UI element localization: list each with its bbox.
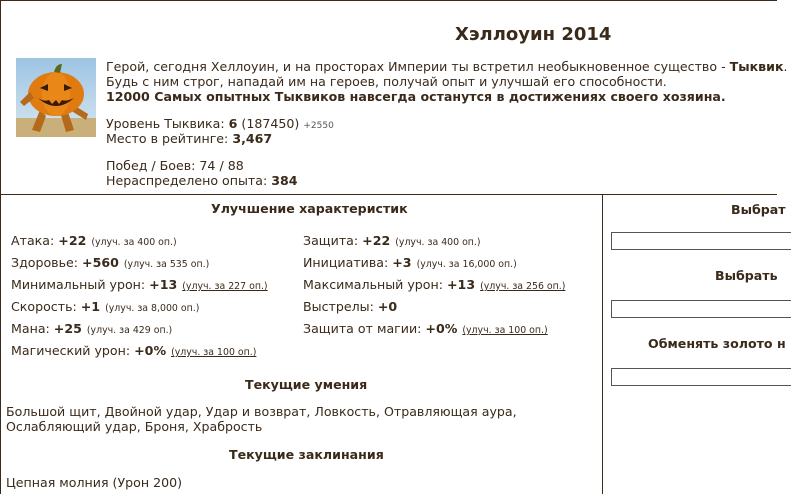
intro-line-2: Будь с ним строг, нападай им на героев, получай опыт и улучшай его способности. xyxy=(106,74,667,89)
upgrade-cost: (улуч. за 8,000 оп.) xyxy=(105,303,200,314)
upgrade-cost: (улуч. за 535 оп.) xyxy=(123,259,210,270)
attribute-row xyxy=(303,233,481,248)
right-head-1: Выбрат xyxy=(731,202,786,217)
intro-line-1: Герой, сегодня Хеллоуин, и на просторах Империи ты встретил необыкновенное существо - Тыквик. xyxy=(106,59,788,74)
pumpkin-avatar xyxy=(16,58,96,137)
unassigned-exp-stat: Нераспределено опыта: 384 xyxy=(106,173,298,188)
upgrade-cost: (улуч. за 16,000 оп.) xyxy=(416,259,517,270)
gold-exchange-input[interactable] xyxy=(611,368,791,386)
attribute-value: +1 xyxy=(80,299,101,314)
upgrade-link[interactable]: (улуч. за 227 оп.) xyxy=(182,281,268,292)
right-select-1[interactable] xyxy=(611,232,791,250)
attribute-row xyxy=(11,255,209,270)
spells-line: Цепная молния (Урон 200) xyxy=(6,475,183,490)
attribute-value: +0% xyxy=(425,321,458,336)
page-title: Хэллоуин 2014 xyxy=(455,24,612,45)
upgrade-cost: (улуч. за 400 оп.) xyxy=(91,237,177,248)
attribute-value: +0% xyxy=(134,343,167,358)
attribute-label: Скорость: xyxy=(11,299,77,314)
attribute-row xyxy=(11,343,256,358)
attribute-row xyxy=(11,233,177,248)
skills-line-2: Ослабляющий удар, Броня, Храбрость xyxy=(6,419,263,434)
attribute-row xyxy=(11,299,199,314)
attribute-value: +560 xyxy=(82,255,119,270)
right-head-3: Обменять золото н xyxy=(648,336,786,351)
attribute-label: Выстрелы: xyxy=(303,299,374,314)
attribute-row xyxy=(303,277,565,292)
upgrade-link[interactable]: (улуч. за 100 оп.) xyxy=(462,325,548,336)
attribute-row xyxy=(11,277,268,292)
pumpkin-monster-icon xyxy=(16,58,96,137)
attribute-row xyxy=(303,321,548,336)
wins-stat: Побед / Боев: 74 / 88 xyxy=(106,158,244,173)
attribute-label: Мана: xyxy=(11,321,50,336)
spells-header: Текущие заклинания xyxy=(229,447,384,462)
intro-line-3: 12000 Самых опытных Тыквиков навсегда останутся в достижениях своего хозяина. xyxy=(106,89,726,104)
attribute-label: Инициатива: xyxy=(303,255,389,270)
section-divider xyxy=(0,194,777,195)
right-select-2[interactable] xyxy=(611,300,791,318)
attribute-value: +22 xyxy=(362,233,391,248)
upgrade-link[interactable]: (улуч. за 256 оп.) xyxy=(480,281,566,292)
rank-stat: Место в рейтинге: 3,467 xyxy=(106,131,273,146)
attribute-row xyxy=(303,255,517,270)
attribute-label: Магический урон: xyxy=(11,343,131,358)
attribute-value: +22 xyxy=(58,233,87,248)
attribute-value: +13 xyxy=(149,277,178,292)
left-border xyxy=(0,0,1,494)
upgrade-cost: (улуч. за 429 оп.) xyxy=(86,325,173,336)
upgrade-cost: (улуч. за 400 оп.) xyxy=(395,237,481,248)
attribute-label: Защита: xyxy=(303,233,359,248)
attribute-row xyxy=(303,299,397,314)
skills-line-1: Большой щит, Двойной удар, Удар и возврат, Ловкость, Отравляющая аура, xyxy=(6,404,517,419)
column-divider xyxy=(602,194,603,494)
improve-header: Улучшение характеристик xyxy=(211,201,408,216)
right-head-2: Выбрать xyxy=(715,268,778,283)
attribute-row xyxy=(11,321,172,336)
attribute-value: +13 xyxy=(447,277,476,292)
attribute-value: +3 xyxy=(392,255,412,270)
attribute-label: Минимальный урон: xyxy=(11,277,146,292)
skills-header: Текущие умения xyxy=(245,377,368,392)
attribute-value: +0 xyxy=(377,299,398,314)
attribute-value: +25 xyxy=(53,321,82,336)
attribute-label: Здоровье: xyxy=(11,255,79,270)
intro-text xyxy=(106,59,788,104)
attribute-label: Защита от магии: xyxy=(303,321,422,336)
level-stat: Уровень Тыквика: 6 (187450) +2550 xyxy=(106,116,334,131)
top-border xyxy=(0,0,777,1)
upgrade-link[interactable]: (улуч. за 100 оп.) xyxy=(171,347,257,358)
attribute-label: Максимальный урон: xyxy=(303,277,443,292)
attribute-label: Атака: xyxy=(11,233,55,248)
